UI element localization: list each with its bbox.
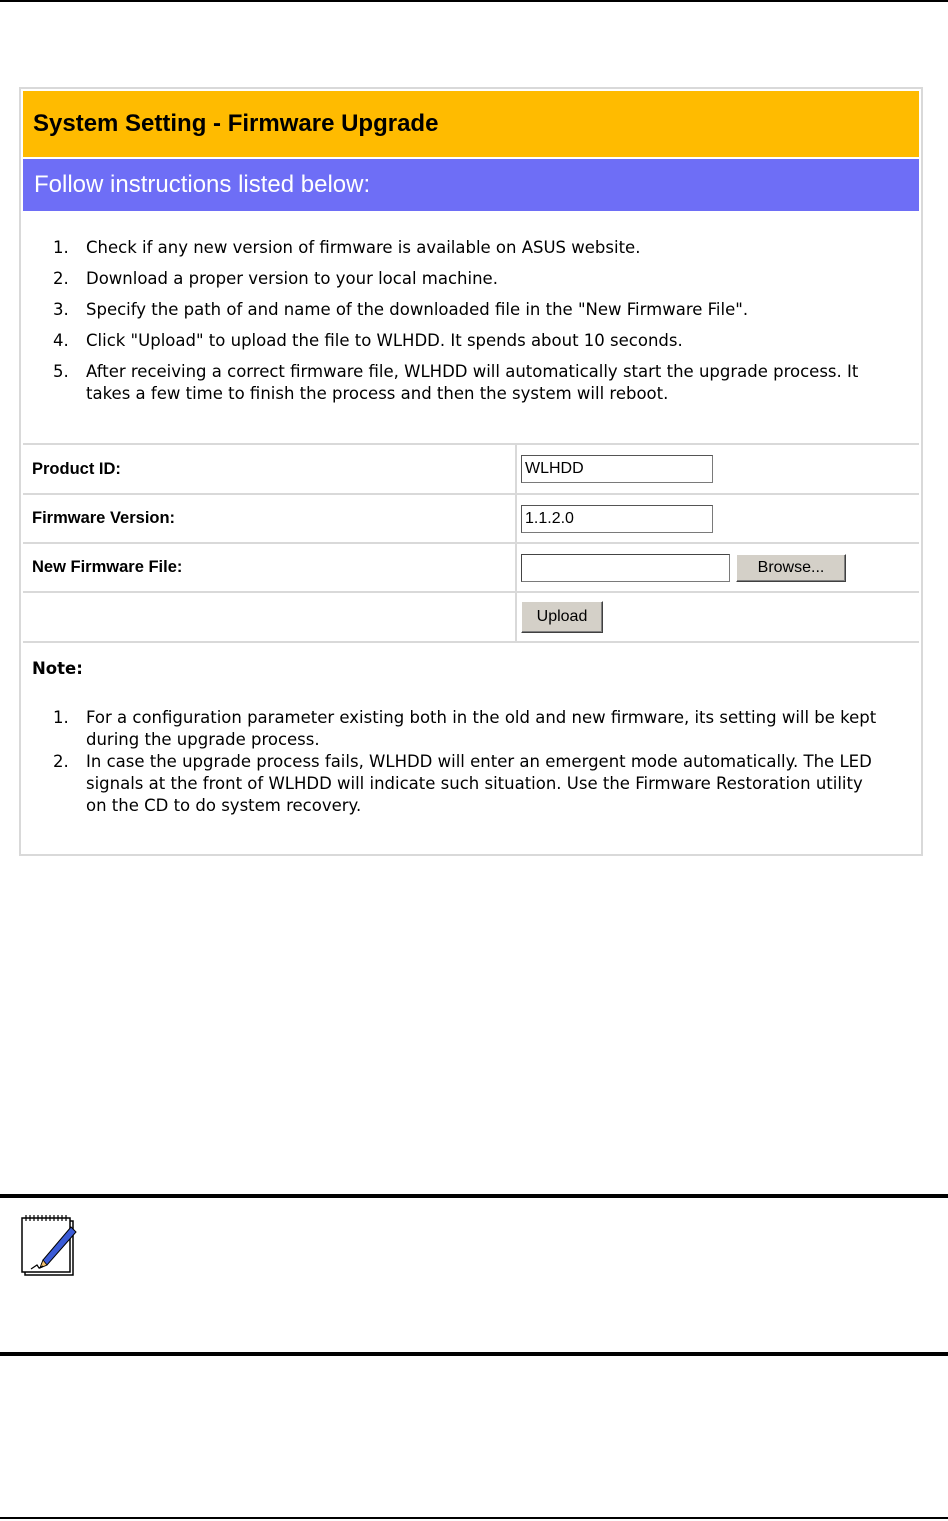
note-list: [53, 707, 886, 817]
upload-row-label-cell: [23, 593, 517, 641]
instruction-item: 4. Click "Upload" to upload the file to WLHDD. It spends about 10 seconds.: [53, 331, 683, 350]
instruction-item: 2. Download a proper version to your local machine.: [53, 269, 498, 288]
notepad-pen-icon: [19, 1213, 79, 1279]
top-rule: [0, 0, 948, 2]
instruction-item: 3. Specify the path of and name of the downloaded file in the "New Firmware File".: [53, 300, 749, 319]
instruction-item: 1. Check if any new version of firmware is available on ASUS website.: [53, 238, 641, 257]
product-id-row: [23, 445, 919, 495]
note-item: 1. For a configuration parameter existing both in the old and new firmware, its setting will be kept during the upgrade process.: [53, 708, 877, 749]
new-firmware-file-input[interactable]: [521, 554, 730, 582]
page-title: System Setting - Firmware Upgrade: [23, 91, 919, 157]
firmware-version-label: Firmware Version:: [23, 495, 517, 542]
product-id-label: Product ID:: [23, 445, 517, 493]
instructions-section: [23, 213, 919, 445]
note-item: 2. In case the upgrade process fails, WLHDD will enter an emergent mode automatically. The LED signals at the front of WLHDD will indicate such situation. Use the Firmware Restoration utility on the CD to do system recovery.: [53, 752, 872, 815]
browse-button[interactable]: Browse...: [736, 554, 846, 582]
firmware-upgrade-panel: [19, 87, 923, 856]
bottom-rule: [0, 1517, 948, 1519]
upload-button[interactable]: Upload: [521, 601, 603, 633]
note-label: Note:: [32, 659, 83, 678]
firmware-version-field[interactable]: [521, 505, 713, 533]
instructions-list: [53, 237, 866, 414]
note-section: [23, 643, 919, 852]
firmware-version-row: [23, 495, 919, 544]
new-firmware-file-row: [23, 544, 919, 593]
product-id-field[interactable]: [521, 455, 713, 483]
note-top-rule: [0, 1194, 948, 1198]
upload-row: [23, 593, 919, 643]
instructions-header: Follow instructions listed below:: [23, 159, 919, 211]
instruction-item: 5. After receiving a correct firmware file, WLHDD will automatically start the upgrade process. It takes a few time to finish the process and then the system will reboot.: [53, 362, 859, 403]
new-firmware-file-label: New Firmware File:: [23, 544, 517, 591]
note-bottom-rule: [0, 1352, 948, 1356]
